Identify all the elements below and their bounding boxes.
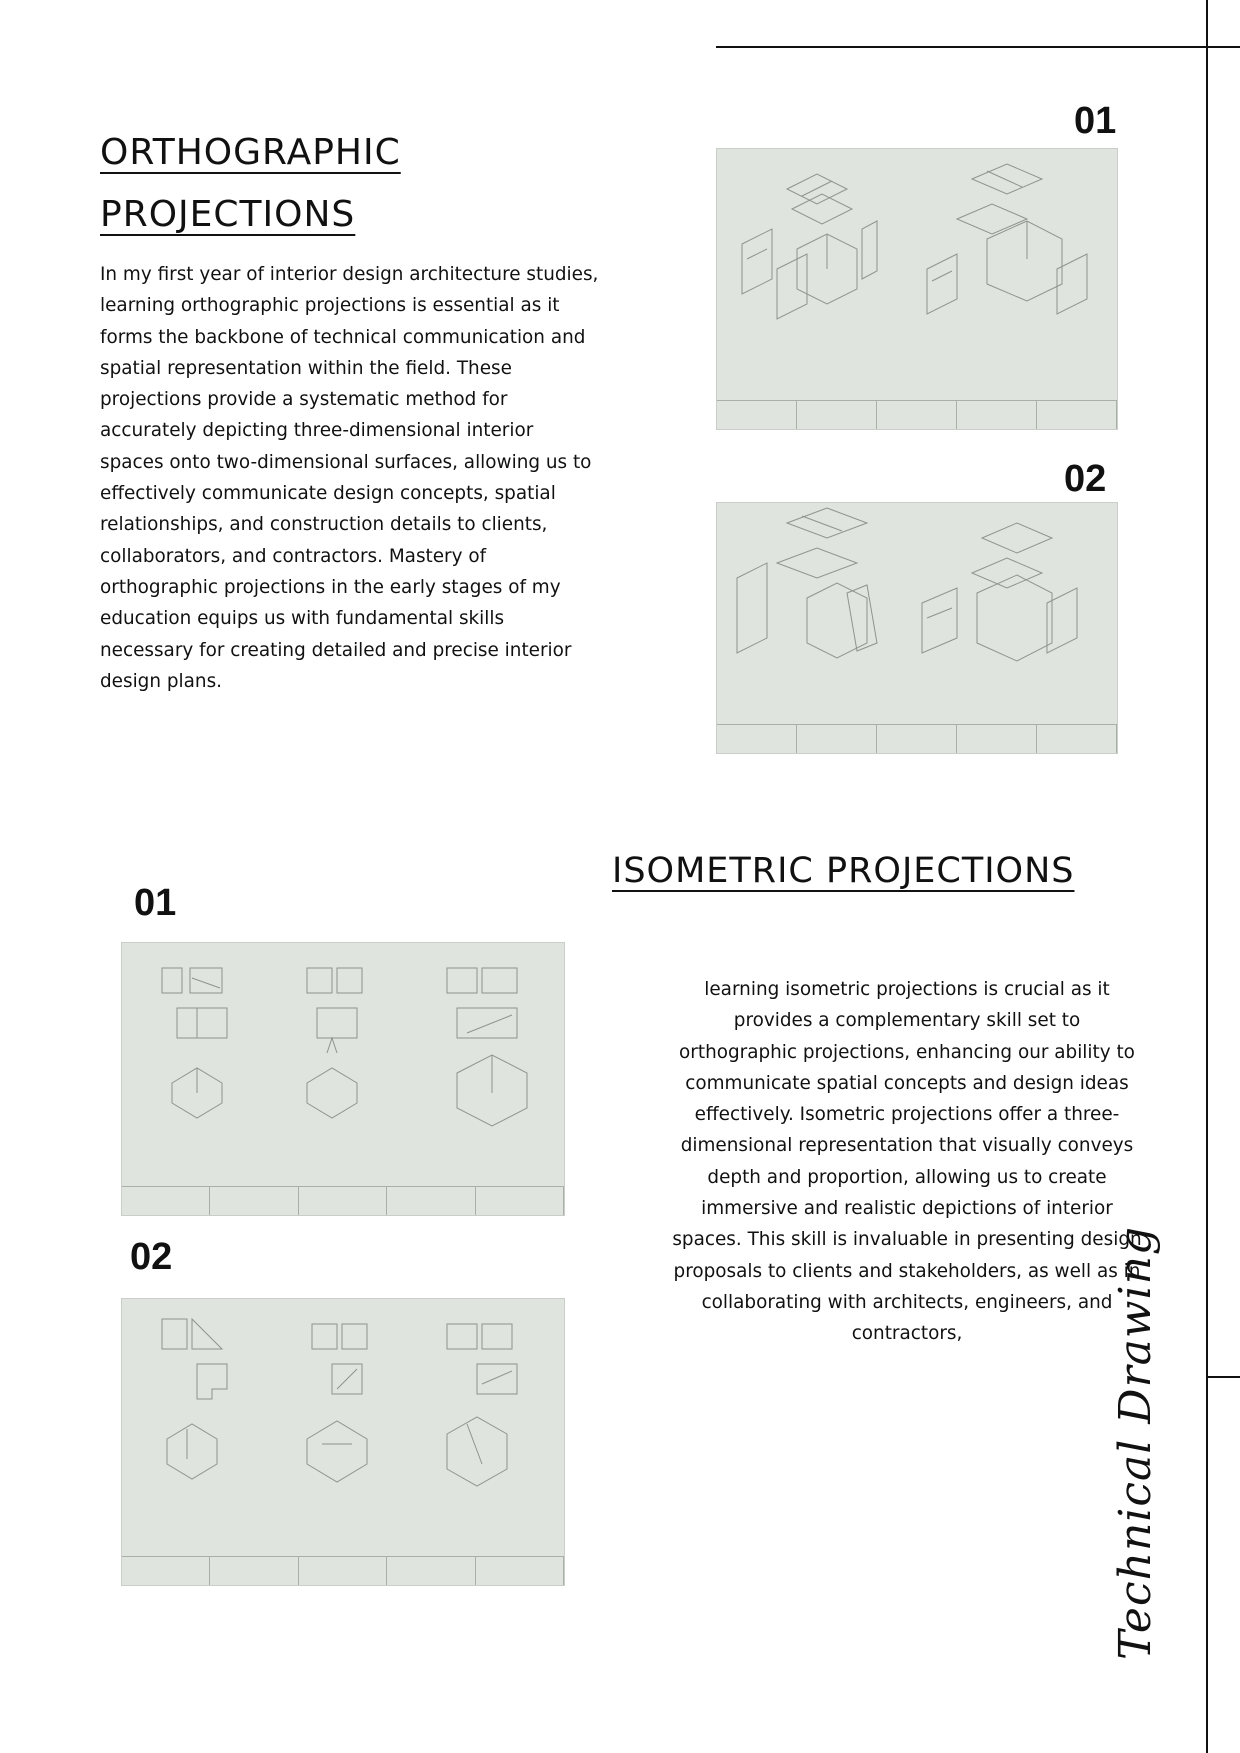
iso-sheet-drawing-2 bbox=[122, 1299, 564, 1585]
ortho-sheet-number-1: 01 bbox=[1074, 100, 1117, 142]
iso-sheet-image-1 bbox=[121, 942, 565, 1216]
iso-sheet-number-2: 02 bbox=[130, 1236, 173, 1278]
ortho-sheet-image-2 bbox=[716, 502, 1118, 754]
ortho-sheet-titleblock-1 bbox=[717, 400, 1117, 429]
isometric-description: learning isometric projections is crucial as it provides a complementary skill set to orthographic projections, enhancing our ability to communicate spatial concepts and design ideas effectively. Isometric projections offer a three-dimensional representation that visually conveys depth and proportion, allowing us to create immersive and realistic depictions of interior spaces. This skill is invaluable in presenting design proposals to clients and stakeholders, as well as in collaborating with architects, engineers, and contractors, bbox=[672, 979, 1142, 1345]
side-tab-rule bbox=[1206, 1376, 1240, 1378]
technical-drawing-signature: Technical Drawing bbox=[1110, 1225, 1161, 1660]
ortho-sheet-number-2: 02 bbox=[1064, 458, 1107, 500]
ortho-sheet-drawing-2 bbox=[717, 503, 1117, 753]
iso-sheet-titleblock-1 bbox=[122, 1186, 564, 1215]
ortho-sheet-drawing-1 bbox=[717, 149, 1117, 429]
orthographic-description: In my first year of interior design architecture studies, learning orthographic projections is essential as it forms the backbone of technical communication and spatial representation within the field. These projections provide a systematic method for accurately depicting three-dimensional interior spaces onto two-dimensional surfaces, allowing us to effectively communicate design concepts, spatial relationships, and construction details to clients, collaborators, and contractors. Mastery of orthographic projections in the early stages of my education equips us with fundamental skills necessary for creating detailed and precise interior design plans. bbox=[100, 264, 599, 692]
ortho-sheet-image-1 bbox=[716, 148, 1118, 430]
top-horizontal-rule bbox=[716, 46, 1240, 48]
iso-sheet-number-1: 01 bbox=[134, 882, 177, 924]
iso-sheet-titleblock-2 bbox=[122, 1556, 564, 1585]
orthographic-title: ORTHOGRAPHIC PROJECTIONS bbox=[100, 132, 401, 235]
iso-sheet-image-2 bbox=[121, 1298, 565, 1586]
ortho-sheet-titleblock-2 bbox=[717, 724, 1117, 753]
iso-sheet-drawing-1 bbox=[122, 943, 564, 1215]
right-vertical-rule bbox=[1206, 0, 1208, 1753]
isometric-title: ISOMETRIC PROJECTIONS bbox=[612, 851, 1075, 891]
